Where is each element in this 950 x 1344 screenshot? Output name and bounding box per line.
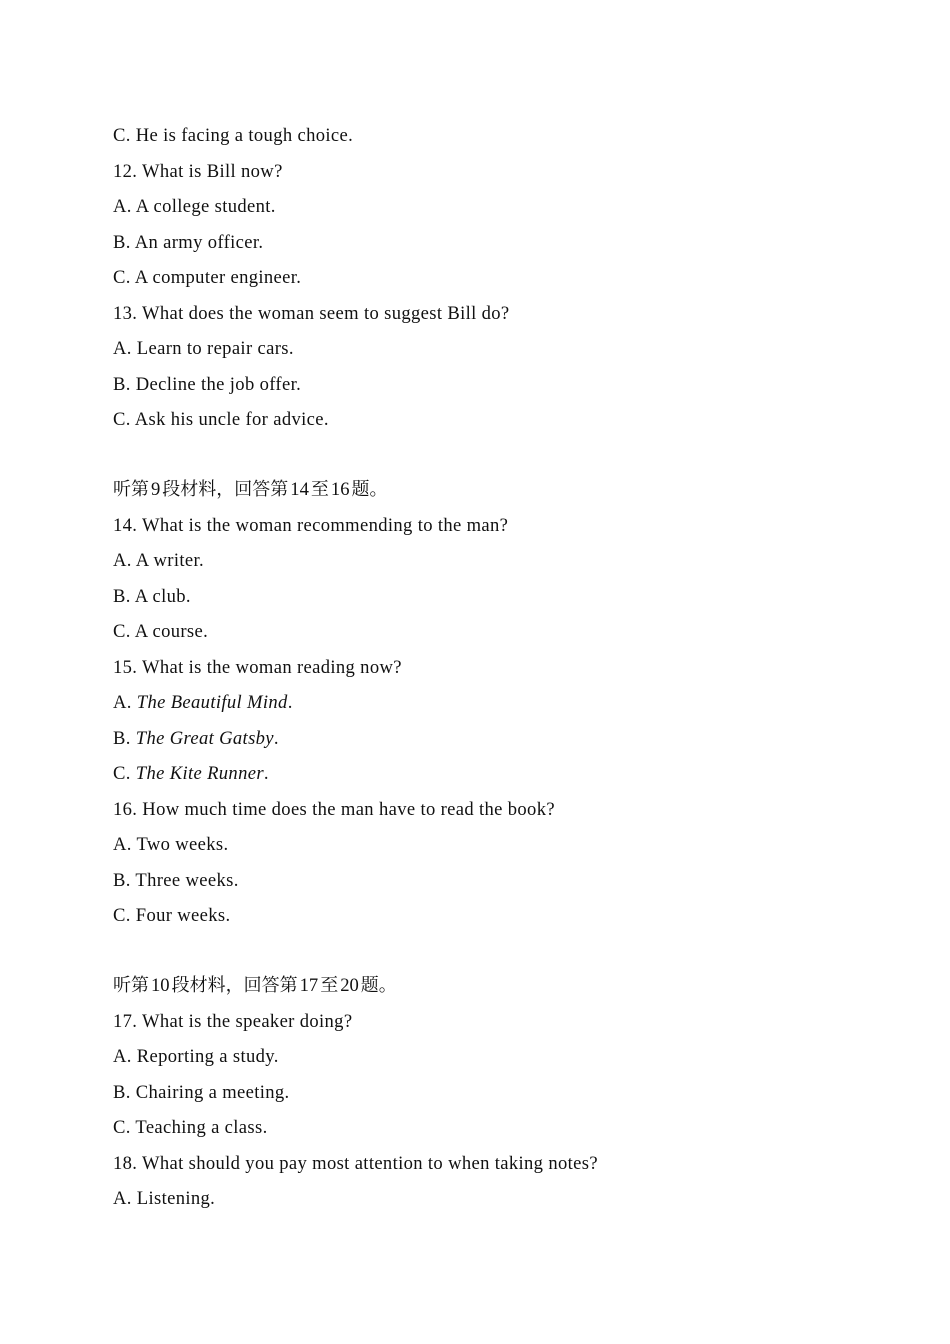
heading-text: 至 [320, 974, 339, 996]
book-title: The Kite Runner [135, 763, 264, 784]
heading-text: 至 [310, 478, 329, 500]
option-13b: B. Decline the job offer. [113, 373, 302, 395]
question-17: 17. What is the speaker doing? [113, 1010, 353, 1032]
heading-number: 16 [330, 478, 350, 500]
option-15a [113, 685, 873, 721]
heading-number: 20 [340, 974, 359, 996]
question-15: 15. What is the woman reading now? [113, 656, 402, 678]
option-16c: C. Four weeks. [113, 905, 231, 926]
option-17b: B. Chairing a meeting. [113, 1081, 290, 1103]
option-15c [113, 756, 873, 792]
heading-text: 听第 [113, 974, 149, 996]
question-18: 18. What should you pay most attention to when taking notes? [113, 1152, 598, 1174]
option-15b [113, 721, 873, 757]
option-end: . [287, 692, 293, 713]
document-page [113, 118, 873, 1217]
option-12a: A. A college student. [113, 196, 276, 217]
option-letter: B. [113, 727, 136, 749]
option-12c: C. A computer engineer. [113, 267, 302, 288]
option-17c: C. Teaching a class. [113, 1117, 268, 1138]
heading-number: 9 [151, 478, 161, 500]
option-13c: C. Ask his uncle for advice. [113, 409, 329, 430]
option-18a: A. Listening. [113, 1188, 216, 1209]
question-12: 12. What is Bill now? [113, 160, 283, 182]
option-14a: A. A writer. [113, 550, 204, 571]
option-letter: C. [113, 763, 136, 784]
option-end: . [263, 763, 269, 784]
option-end: . [273, 727, 279, 749]
option-11c: C. He is facing a tough choice. [113, 125, 354, 146]
heading-text: 段材料，回答第 [162, 478, 289, 500]
section-heading-9 [113, 472, 873, 508]
heading-text: 听第 [113, 478, 149, 500]
option-14b: B. A club. [113, 585, 191, 607]
question-14: 14. What is the woman recommending to the man? [113, 514, 509, 536]
section-gap [113, 438, 873, 472]
book-title: The Great Gatsby [135, 727, 274, 749]
heading-text: 段材料，回答第 [171, 974, 298, 996]
heading-number: 14 [290, 478, 309, 500]
heading-text: 题。 [351, 478, 388, 500]
question-13: 13. What does the woman seem to suggest Bill do? [113, 302, 510, 324]
section-heading-10 [113, 968, 873, 1004]
book-title: The Beautiful Mind [136, 692, 288, 713]
option-16b: B. Three weeks. [113, 869, 239, 891]
option-13a: A. Learn to repair cars. [113, 338, 294, 359]
option-16a: A. Two weeks. [113, 834, 229, 855]
question-16: 16. How much time does the man have to read the book? [113, 798, 555, 820]
option-letter: A. [113, 692, 137, 713]
section-gap [113, 934, 873, 968]
heading-number: 17 [299, 974, 319, 996]
heading-number: 10 [151, 974, 170, 996]
option-14c: C. A course. [113, 621, 209, 642]
heading-text: 题。 [360, 974, 397, 996]
option-17a: A. Reporting a study. [113, 1046, 279, 1067]
option-12b: B. An army officer. [113, 231, 264, 253]
